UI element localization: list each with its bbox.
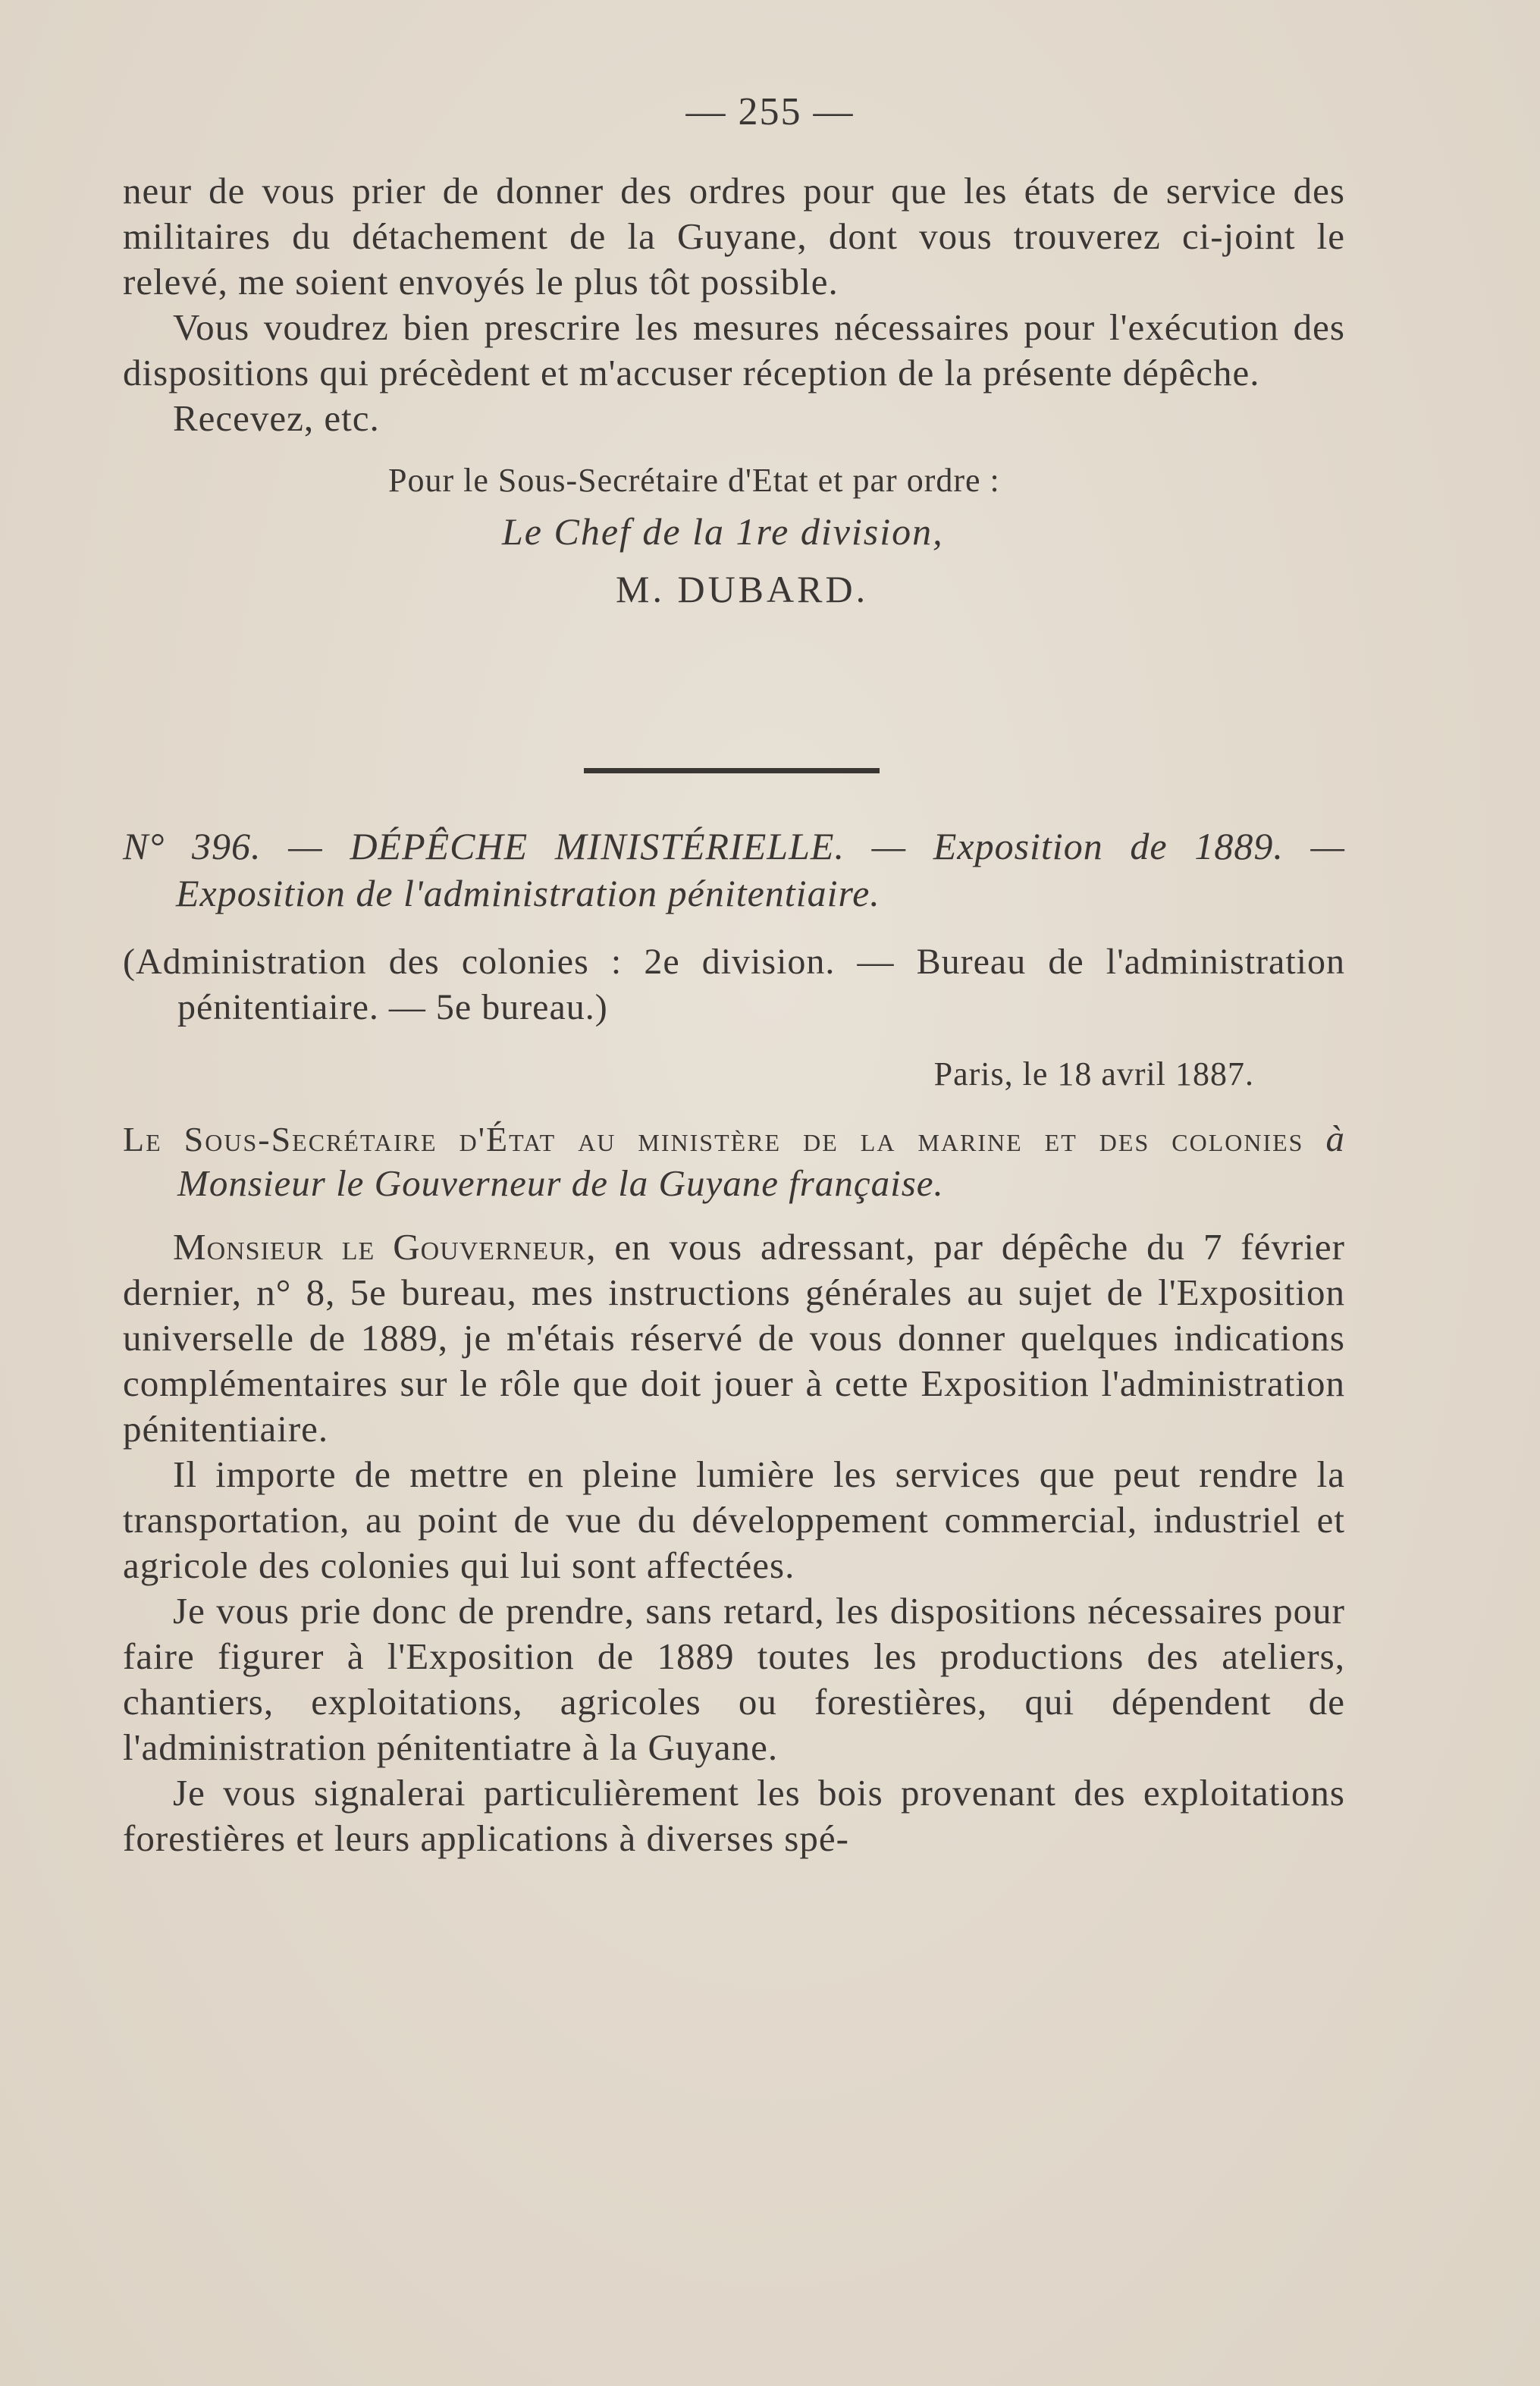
paragraph: Vous voudrez bien prescrire les mesures nécessaires pour l'exécution des dispositions qui précèdent et m'accuser réception de la présente dépêche. <box>123 306 1345 393</box>
paragraph: neur de vous prier de donner des ordres pour que les états de service des militaires du détachement de la Guyane, dont vous trouverez ci-joint le relevé, me soient envoyés le plus tôt possible. <box>123 170 1345 303</box>
dispatch-section <box>123 823 1345 1861</box>
page-number: — 255 — <box>685 90 855 133</box>
dispatch-address <box>123 1117 1345 1206</box>
paragraph-text: en vous adressant, par dépêche du 7 février dernier, n° 8, 5e bureau, mes instructions générales au sujet de l'Exposition universelle de 1889, je m'étais réservé de vous donner quelques indications complémentaires sur le rôle que doit jouer à cette Exposition l'administration pénitentiaire. <box>123 1226 1345 1450</box>
closing: Recevez, etc. <box>173 397 380 439</box>
salutation: Monsieur le Gouverneur, <box>173 1226 597 1268</box>
dispatch-date: Paris, le 18 avril 1887. <box>933 1055 1254 1093</box>
address-sender: Le Sous-Secrétaire d'État au ministère de la marine et des colonies <box>123 1120 1304 1159</box>
paragraph <box>123 1224 1345 1452</box>
signature-name: M. DUBARD. <box>616 568 869 610</box>
dispatch-heading: N° 396. — DÉPÊCHE MINISTÉRIELLE. — Exposition de 1889. — Exposition de l'administration pénitentiaire. <box>123 825 1345 914</box>
signature-line: Pour le Sous-Secrétaire d'Etat et par ordre : <box>388 462 1000 499</box>
paragraph: Je vous prie donc de prendre, sans retard, les dispositions nécessaires pour faire figurer à l'Exposition de 1889 toutes les productions des ateliers, chantiers, exploitations, agricoles ou forestières, qui dépendent de l'administration pénitentiatre à la Guyane. <box>123 1590 1345 1768</box>
dispatch-subheading: (Administration des colonies : 2e division. — Bureau de l'administration pénitentiaire. — 5e bureau.) <box>123 942 1345 1027</box>
signature-title: Le Chef de la 1re division, <box>502 510 944 553</box>
letter-continuation <box>123 168 1345 619</box>
paragraph: Je vous signalerai particulièrement les bois provenant des exploitations forestières et leurs applications à diverses spé- <box>123 1772 1345 1859</box>
section-divider <box>584 768 880 773</box>
address-recipient: à Monsieur le Gouverneur de la Guyane française. <box>177 1118 1345 1204</box>
paragraph: Il importe de mettre en pleine lumière les services que peut rendre la transportation, au point de vue du développement commercial, industriel et agricole des colonies qui lui sont affectées. <box>123 1453 1345 1586</box>
